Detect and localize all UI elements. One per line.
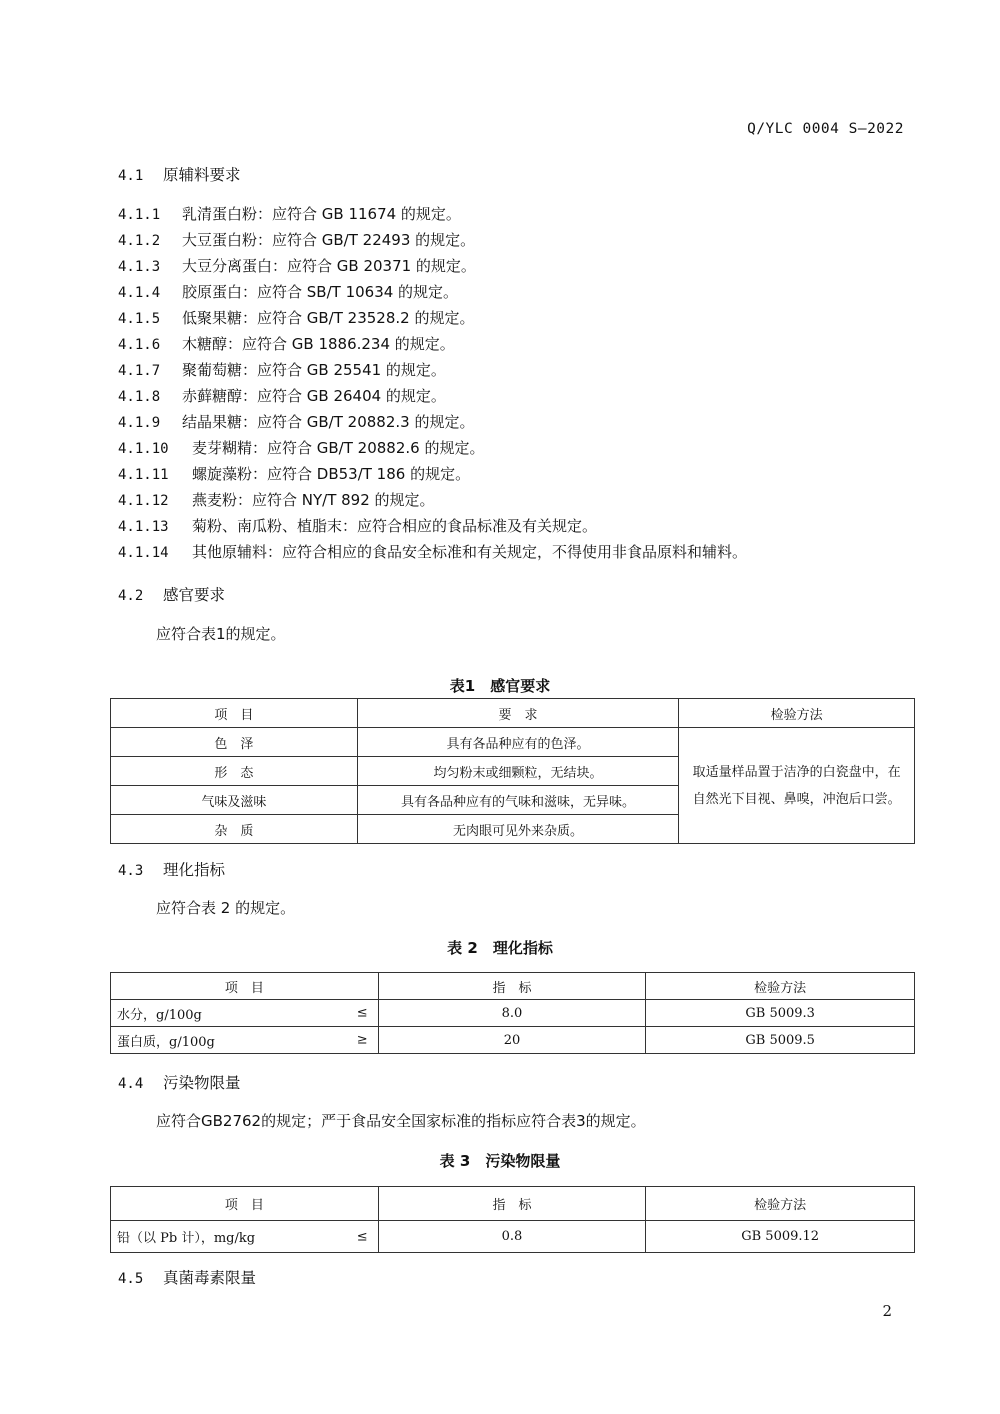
list-item: 4.1.7 聚葡萄糖：应符合 GB 25541 的规定。 — [118, 361, 446, 379]
list-item: 4.1.4 胶原蛋白：应符合 SB/T 10634 的规定。 — [118, 283, 459, 301]
table-cell: 形 态 — [111, 757, 358, 786]
table1-caption: 表1 感官要求 — [449, 677, 551, 695]
comparison-symbol: ≤ — [356, 1005, 368, 1021]
list-item: 4.1.6 木糖醇：应符合 GB 1886.234 的规定。 — [118, 335, 455, 353]
table-header-cell: 指 标 — [378, 973, 646, 1000]
section-4-1-heading — [118, 163, 241, 185]
section-4-3-text: 应符合表 2 的规定。 — [156, 899, 296, 917]
section-title: 感官要求 — [163, 586, 226, 604]
section-number: 4.4 — [118, 1076, 144, 1092]
section-4-5-heading — [118, 1266, 256, 1288]
list-item: 4.1.8 赤藓糖醇：应符合 GB 26404 的规定。 — [118, 387, 446, 405]
comparison-symbol: ≤ — [356, 1229, 368, 1244]
table-header-cell: 指 标 — [378, 1187, 646, 1221]
section-number: 4.5 — [118, 1271, 144, 1287]
section-title: 理化指标 — [163, 861, 226, 879]
list-item: 4.1.14 其他原辅料：应符合相应的食品安全标准和有关规定，不得使用非食品原料和辅料。 — [118, 543, 748, 561]
list-item: 4.1.11 螺旋藻粉：应符合 DB53/T 186 的规定。 — [118, 465, 471, 483]
table-row — [111, 1027, 915, 1054]
section-4-3-heading — [118, 858, 225, 880]
physicochemical-table — [110, 972, 915, 1054]
table-cell: 杂 质 — [111, 815, 358, 844]
table-cell: 色 泽 — [111, 728, 358, 757]
list-item: 4.1.1 乳清蛋白粉：应符合 GB 11674 的规定。 — [118, 205, 461, 223]
section-number: 4.2 — [118, 588, 144, 604]
table-header-cell: 检验方法 — [646, 1187, 915, 1221]
table-row — [111, 1221, 915, 1253]
table-header-row — [111, 1187, 915, 1221]
table-header-row — [111, 973, 915, 1000]
document-code: Q/YLC 0004 S—2022 — [747, 121, 904, 137]
table3-caption: 表 3 污染物限量 — [439, 1152, 561, 1170]
table-header-cell: 检验方法 — [679, 699, 915, 728]
section-title: 污染物限量 — [163, 1074, 241, 1092]
table-cell: 无肉眼可见外来杂质。 — [357, 815, 679, 844]
table-header-cell: 项 目 — [111, 973, 379, 1000]
section-number: 4.1 — [118, 168, 144, 184]
section-title: 真菌毒素限量 — [163, 1269, 257, 1287]
table-row — [111, 1000, 915, 1027]
list-item: 4.1.10 麦芽糊精：应符合 GB/T 20882.6 的规定。 — [118, 439, 485, 457]
table-cell: 具有各品种应有的色泽。 — [357, 728, 679, 757]
table-cell: 均匀粉末或细颗粒，无结块。 — [357, 757, 679, 786]
list-item: 4.1.12 燕麦粉：应符合 NY/T 892 的规定。 — [118, 491, 435, 509]
table-cell: 水分，g/100g ≤ — [111, 1000, 379, 1027]
list-item: 4.1.9 结晶果糖：应符合 GB/T 20882.3 的规定。 — [118, 413, 475, 431]
table2-caption: 表 2 理化指标 — [447, 939, 553, 957]
section-4-2-heading — [118, 583, 225, 605]
section-4-2-text: 应符合表1的规定。 — [156, 625, 286, 643]
table-cell: 铅（以 Pb 计），mg/kg ≤ — [111, 1221, 379, 1253]
table-cell-method: 取适量样品置于洁净的白瓷盘中，在自然光下目视、鼻嗅，冲泡后口尝。 — [679, 728, 915, 844]
table-cell: GB 5009.5 — [646, 1027, 915, 1054]
section-4-4-heading — [118, 1071, 241, 1093]
table-cell: GB 5009.3 — [646, 1000, 915, 1027]
section-title: 原辅料要求 — [163, 166, 241, 184]
list-item: 4.1.3 大豆分离蛋白：应符合 GB 20371 的规定。 — [118, 257, 476, 275]
table-header-cell: 项 目 — [111, 1187, 379, 1221]
table-cell: 8.0 — [378, 1000, 646, 1027]
page-number: 2 — [882, 1302, 892, 1320]
table-header-cell: 检验方法 — [646, 973, 915, 1000]
table-header-row — [111, 699, 915, 728]
table-cell: GB 5009.12 — [646, 1221, 915, 1253]
table-header-cell: 要 求 — [357, 699, 679, 728]
list-item: 4.1.2 大豆蛋白粉：应符合 GB/T 22493 的规定。 — [118, 231, 476, 249]
table-cell: 20 — [378, 1027, 646, 1054]
comparison-symbol: ≥ — [356, 1032, 368, 1048]
sensory-table — [110, 698, 915, 844]
section-4-4-text: 应符合GB2762的规定；严于食品安全国家标准的指标应符合表3的规定。 — [156, 1112, 646, 1130]
table-cell: 具有各品种应有的气味和滋味，无异味。 — [357, 786, 679, 815]
table-cell: 气味及滋味 — [111, 786, 358, 815]
raw-material-list — [118, 203, 747, 567]
table-header-cell: 项 目 — [111, 699, 358, 728]
list-item: 4.1.13 菊粉、南瓜粉、植脂末：应符合相应的食品标准及有关规定。 — [118, 517, 598, 535]
table-cell: 蛋白质，g/100g ≥ — [111, 1027, 379, 1054]
list-item: 4.1.5 低聚果糖：应符合 GB/T 23528.2 的规定。 — [118, 309, 475, 327]
table-cell: 0.8 — [378, 1221, 646, 1253]
contaminant-table — [110, 1186, 915, 1253]
table-row — [111, 728, 915, 757]
section-number: 4.3 — [118, 863, 144, 879]
